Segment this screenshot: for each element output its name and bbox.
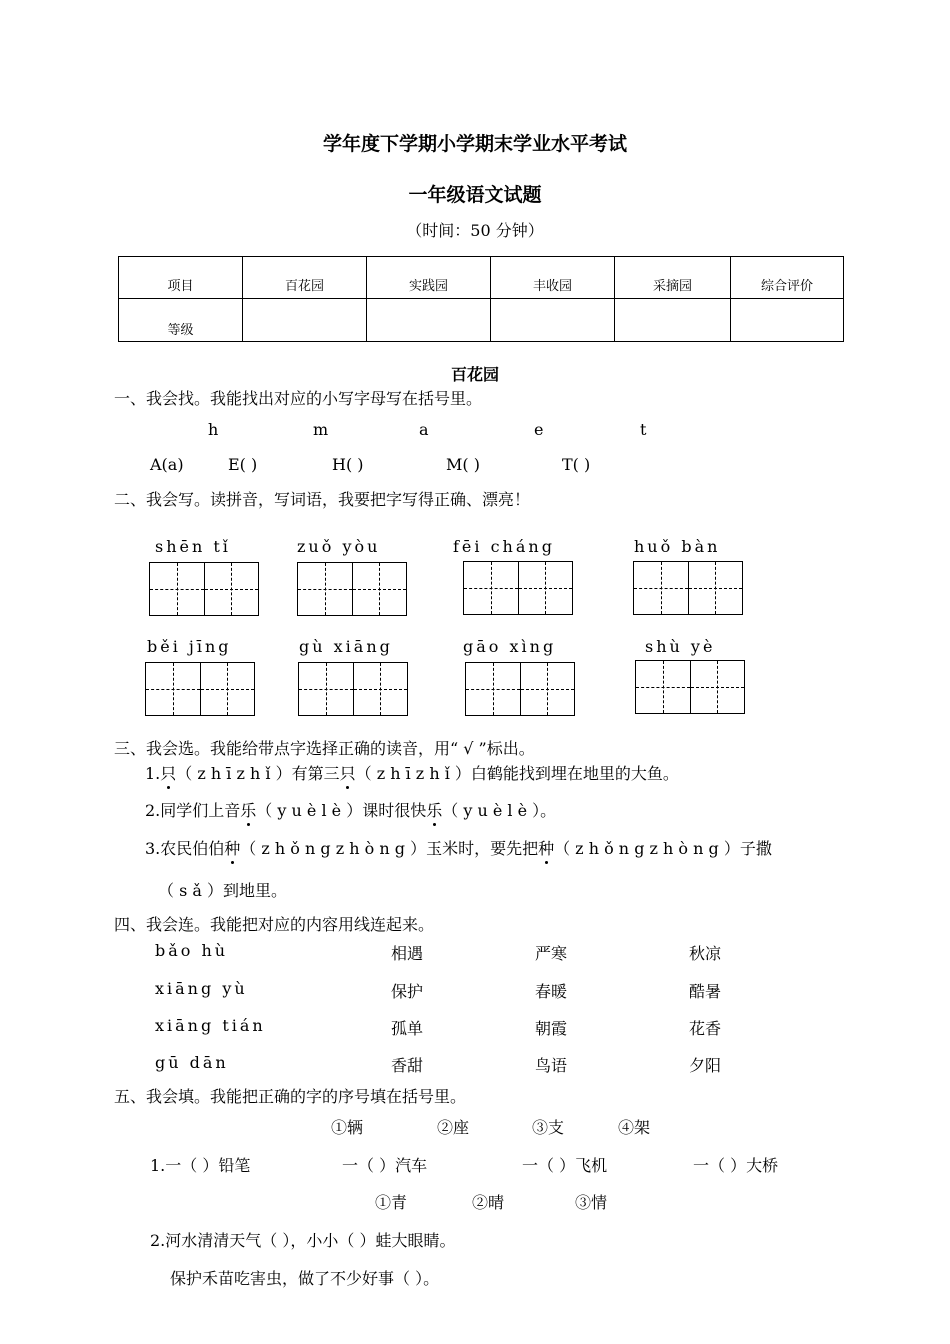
dotted-char: 种 xyxy=(538,836,554,859)
q5-option: ①青 xyxy=(375,1193,408,1212)
q4-title: 四、我会连。我能把对应的内容用线连起来。 xyxy=(114,915,435,934)
q5-blank[interactable]: 一（ ）大桥 xyxy=(693,1156,779,1175)
q2-pinyin: huǒ bàn xyxy=(634,537,721,556)
q1-lowercase: t xyxy=(640,420,647,439)
q1-lowercase: m xyxy=(313,420,329,439)
q5-title: 五、我会填。我能把正确的字的序号填在括号里。 xyxy=(114,1087,467,1106)
q5-option: ③支 xyxy=(532,1118,565,1137)
q2-pinyin: zuǒ yòu xyxy=(297,537,381,556)
q4-word[interactable]: 酷暑 xyxy=(689,982,722,1001)
q4-pinyin[interactable]: xiāng tián xyxy=(155,1016,266,1035)
q5-blank[interactable]: 2.河水清清天气（ ），小小（ ）蛙大眼睛。 xyxy=(150,1231,456,1250)
q5-option: ②晴 xyxy=(472,1193,505,1212)
q5-blank[interactable]: 保护禾苗吃害虫，做了不少好事（ ）。 xyxy=(170,1269,440,1288)
q1-title: 一、我会找。我能找出对应的小写字母写在括号里。 xyxy=(114,389,483,408)
q4-word[interactable]: 严寒 xyxy=(535,944,568,963)
q1-answer[interactable]: M( ) xyxy=(446,455,480,474)
q1-lowercase: e xyxy=(534,420,544,439)
q1-answer[interactable]: T( ) xyxy=(562,455,591,474)
q4-word[interactable]: 孤单 xyxy=(391,1019,424,1038)
q3-item-3: 3.农民伯伯种（ z h ǒ n g z h ò n g ）玉米时，要先把种（ z h ǒ n g z h ò n g ）子撒 xyxy=(145,836,772,859)
q4-word[interactable]: 春暖 xyxy=(535,982,568,1001)
dotted-char: 只 xyxy=(160,761,176,784)
q4-pinyin[interactable]: gū dān xyxy=(155,1053,229,1072)
q5-blank[interactable]: 一（ ）汽车 xyxy=(342,1156,428,1175)
q4-word[interactable]: 保护 xyxy=(391,982,424,1001)
q3-title: 三、我会选。我能给带点字选择正确的读音，用“ √ ”标出。 xyxy=(114,739,535,758)
q2-pinyin: běi jīng xyxy=(147,637,232,656)
grade-header-cell: 丰收园 xyxy=(491,257,615,299)
q4-word[interactable]: 香甜 xyxy=(391,1056,424,1075)
exam-title: 学年度下学期小学期末学业水平考试 xyxy=(322,133,627,155)
q1-answer[interactable]: A(a) xyxy=(150,455,184,474)
grade-table xyxy=(118,256,844,342)
dotted-char: 只 xyxy=(340,761,356,784)
writing-grid[interactable] xyxy=(145,662,255,716)
q4-pinyin[interactable]: bǎo hù xyxy=(155,941,229,960)
q3-item-2: 2.同学们上音乐（ y u è l è ）课时很快乐（ y u è l è ）。 xyxy=(145,798,556,821)
q5-option: ②座 xyxy=(437,1118,470,1137)
dotted-char: 乐 xyxy=(426,798,442,821)
grade-header-cell: 实践园 xyxy=(367,257,491,299)
grade-input-cell[interactable] xyxy=(243,299,367,342)
q2-pinyin: fēi cháng xyxy=(453,537,555,556)
writing-grid[interactable] xyxy=(633,561,743,615)
grade-input-cell[interactable] xyxy=(491,299,615,342)
q5-blank[interactable]: 1.一（ ）铅笔 xyxy=(150,1156,251,1175)
q2-pinyin: shēn tǐ xyxy=(155,537,231,556)
q5-option: ③情 xyxy=(575,1193,608,1212)
grade-row-label: 等级 xyxy=(119,299,243,342)
dotted-char: 乐 xyxy=(240,798,256,821)
q1-lowercase: a xyxy=(419,420,429,439)
q2-pinyin: gù xiāng xyxy=(299,637,393,656)
writing-grid[interactable] xyxy=(297,562,407,616)
grade-header-cell: 综合评价 xyxy=(731,257,844,299)
q4-pinyin[interactable]: xiāng yù xyxy=(155,979,248,998)
section-title: 百花园 xyxy=(450,365,499,384)
exam-subtitle: 一年级语文试题 xyxy=(408,184,542,206)
q4-word[interactable]: 鸟语 xyxy=(535,1056,568,1075)
q3-item-1: 1.只（ z h ī z h ǐ ）有第三只（ z h ī z h ǐ ）白鹤能找到埋在地里的大鱼。 xyxy=(145,761,679,784)
grade-input-cell[interactable] xyxy=(367,299,491,342)
q1-lowercase: h xyxy=(208,420,219,439)
q3-item-3-cont[interactable]: （ s ǎ ）到地里。 xyxy=(158,881,288,900)
grade-header-cell: 项目 xyxy=(119,257,243,299)
writing-grid[interactable] xyxy=(465,662,575,716)
grade-header-cell: 百花园 xyxy=(243,257,367,299)
writing-grid[interactable] xyxy=(635,660,745,714)
q5-option: ④架 xyxy=(618,1118,651,1137)
q5-option: ①辆 xyxy=(331,1118,364,1137)
q1-answer[interactable]: H( ) xyxy=(332,455,364,474)
exam-time: （时间：50 分钟） xyxy=(406,221,544,240)
q1-answer[interactable]: E( ) xyxy=(228,455,258,474)
q4-word[interactable]: 秋凉 xyxy=(689,944,722,963)
q4-word[interactable]: 朝霞 xyxy=(535,1019,568,1038)
grade-input-cell[interactable] xyxy=(731,299,844,342)
grade-header-cell: 采摘园 xyxy=(615,257,731,299)
q4-word[interactable]: 夕阳 xyxy=(689,1056,722,1075)
q4-word[interactable]: 花香 xyxy=(689,1019,722,1038)
q2-pinyin: shù yè xyxy=(645,637,716,656)
writing-grid[interactable] xyxy=(149,562,259,616)
writing-grid[interactable] xyxy=(298,662,408,716)
q2-title: 二、我会写。读拼音，写词语，我要把字写得正确、漂亮！ xyxy=(114,490,531,509)
dotted-char: 种 xyxy=(224,836,240,859)
q5-blank[interactable]: 一（ ）飞机 xyxy=(522,1156,608,1175)
q4-word[interactable]: 相遇 xyxy=(391,944,424,963)
q2-pinyin: gāo xìng xyxy=(463,637,557,656)
grade-input-cell[interactable] xyxy=(615,299,731,342)
writing-grid[interactable] xyxy=(463,561,573,615)
